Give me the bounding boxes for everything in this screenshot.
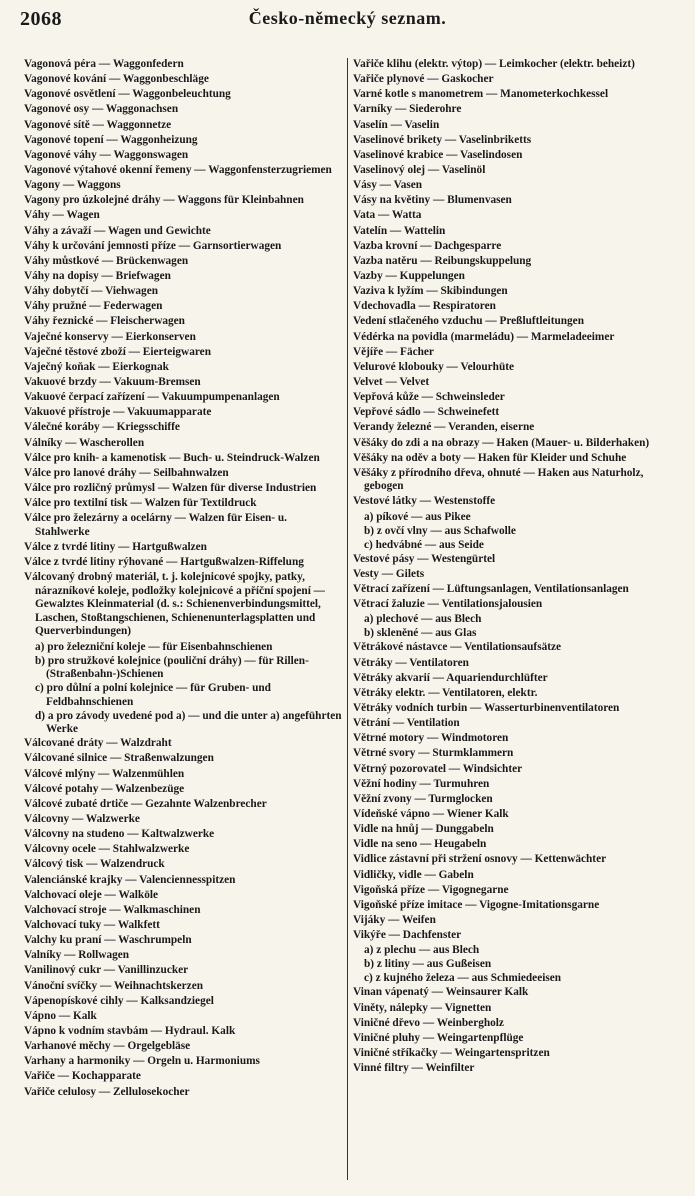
dictionary-entry: Velurové klobouky — Velourhüte <box>353 360 515 373</box>
dictionary-entry: Válce pro železárny a ocelárny — Walzen für Eisen- u. Stahlwerke <box>24 512 287 538</box>
dictionary-entry: Válcované silnice — Straßenwalzungen <box>24 752 214 765</box>
dictionary-entry: Vaselinové brikety — Vaselinbriketts <box>353 133 532 146</box>
dictionary-subentry: c) pro důlní a polní kolejnice — für Gruben- und Feldbahnschienen <box>35 682 271 708</box>
dictionary-entry: Vařiče — Kochapparate <box>24 1070 141 1083</box>
dictionary-entry: Vazba krovní — Dachgesparre <box>353 239 502 252</box>
dictionary-entry: Vaječné konservy — Eierkonserven <box>24 330 196 343</box>
dictionary-entry: Vaječné těstové zboží — Eierteigwaren <box>24 345 211 358</box>
dictionary-entry: Vazba natěru — Reibungskuppelung <box>353 254 532 267</box>
dictionary-entry: Vigoňské příze imitace — Vigogne-Imitationsgarne <box>353 898 600 911</box>
dictionary-entry: Vásy na květiny — Blumenvasen <box>353 194 512 207</box>
dictionary-entry: Válcované dráty — Walzdraht <box>24 737 172 750</box>
dictionary-entry: Velvet — Velvet <box>353 375 430 388</box>
dictionary-entry: Vdechovadla — Respiratoren <box>353 300 496 313</box>
dictionary-subentry: a) pro železniční koleje — für Eisenbahnschienen <box>35 640 273 653</box>
dictionary-entry: Vagonové topení — Waggonheizung <box>24 133 198 146</box>
dictionary-entry: Vaziva k lyžím — Skibindungen <box>353 285 508 298</box>
dictionary-entry: Větráky akvarií — Aquariendurchlüfter <box>353 671 548 684</box>
dictionary-entry: Vakuové brzdy — Vakuum-Bremsen <box>24 375 201 388</box>
dictionary-entry: Vagonové váhy — Waggonswagen <box>24 148 189 161</box>
dictionary-subentry: c) hedvábné — aus Seide <box>364 538 484 551</box>
dictionary-entry: Vagonové výtahové okenní řemeny — Waggonfensterzugriemen <box>24 163 332 176</box>
dictionary-entry: Vikýře — Dachfenster <box>353 929 462 942</box>
dictionary-entry: Vepřová kůže — Schweinsleder <box>353 391 505 404</box>
dictionary-entry: Větráky vodních turbin — Wasserturbinenventilatoren <box>353 701 620 714</box>
dictionary-entry: Váhy dobytčí — Viehwagen <box>24 285 159 298</box>
dictionary-entry: Válce pro knih- a kamenotisk — Buch- u. Steindruck-Walzen <box>24 451 320 464</box>
dictionary-entry: Vařiče klihu (elektr. výtop) — Leimkocher (elektr. beheizt) <box>353 58 635 70</box>
dictionary-entry: Varhany a harmoniky — Orgeln u. Harmoniums <box>24 1055 260 1068</box>
dictionary-entry: Vagony pro úzkolejné dráhy — Waggons für Kleinbahnen <box>24 194 304 207</box>
dictionary-subentry: b) skleněné — aus Glas <box>364 627 477 640</box>
dictionary-entry: Váhy k určování jemnosti příze — Garnsortierwagen <box>24 239 282 252</box>
dictionary-entry: Větrákové nástavce — Ventilationsaufsätze <box>353 641 562 654</box>
dictionary-entry: Viničné dřevo — Weinbergholz <box>353 1016 504 1029</box>
dictionary-entry: Valchovací tuky — Walkfett <box>24 919 160 932</box>
dictionary-entry: Vigoňská příze — Vigognegarne <box>353 883 509 896</box>
dictionary-entry: Větrný pozorovatel — Windsichter <box>353 762 523 775</box>
page-header <box>20 8 675 34</box>
dictionary-entry: Válce pro lanové dráhy — Seilbahnwalzen <box>24 466 229 479</box>
dictionary-subentry: a) plechové — aus Blech <box>364 613 482 626</box>
dictionary-entry: Větrné svory — Sturmklammern <box>353 747 514 760</box>
dictionary-subentry: b) z litiny — aus Gußeisen <box>364 958 492 971</box>
dictionary-entry: Válcové mlýny — Walzenmühlen <box>24 767 185 780</box>
dictionary-entry: Varníky — Siederohre <box>353 103 462 116</box>
dictionary-entry: Vánoční svíčky — Weihnachtskerzen <box>24 979 203 992</box>
dictionary-entry: Vařiče plynové — Gaskocher <box>353 73 494 86</box>
dictionary-subentry: a) z plechu — aus Blech <box>364 944 480 957</box>
dictionary-entry: Válce pro textilní tisk — Walzen für Textildruck <box>24 497 257 510</box>
dictionary-entry: Věšáky na oděv a boty — Haken für Kleider und Schuhe <box>353 451 627 464</box>
dictionary-entry: Válcový tisk — Walzendruck <box>24 858 165 871</box>
dictionary-entry: Valchovací oleje — Walköle <box>24 888 158 901</box>
dictionary-entry: Váhy pružné — Federwagen <box>24 300 163 313</box>
dictionary-entry: Valníky — Rollwagen <box>24 949 130 962</box>
dictionary-entry: Vagonová péra — Waggonfedern <box>24 58 184 70</box>
dictionary-entry: Vestové pásy — Westengürtel <box>353 552 496 565</box>
right-column <box>353 58 671 1077</box>
dictionary-entry: Vazby — Kuppelungen <box>353 269 465 282</box>
dictionary-entry: Vagonové osvětlení — Waggonbeleuchtung <box>24 88 231 101</box>
dictionary-entry: Větrací zařízení — Lüftungsanlagen, Ventilationsanlagen <box>353 583 629 596</box>
dictionary-entry: Vagonové sítě — Waggonnetze <box>24 118 172 131</box>
dictionary-subentry: c) z kujného železa — aus Schmiedeeisen <box>364 972 562 985</box>
dictionary-entry: Vaječný koňak — Eierkognak <box>24 360 169 373</box>
dictionary-entry: Větrání — Ventilation <box>353 717 460 730</box>
dictionary-entry: Vaselín — Vaselin <box>353 118 440 131</box>
dictionary-entry: Vějíře — Fächer <box>353 345 434 358</box>
dictionary-entry: Váhy na dopisy — Briefwagen <box>24 269 171 282</box>
dictionary-entry: Vaselinové krabice — Vaselindosen <box>353 148 523 161</box>
dictionary-entry: Věšáky do zdi a na obrazy — Haken (Mauer- u. Bilderhaken) <box>353 436 650 449</box>
dictionary-entry: Váhy můstkové — Brückenwagen <box>24 254 189 267</box>
column-divider <box>347 58 348 1180</box>
dictionary-subentry: b) pro stružkové kolejnice (pouliční dráhy) — für Rillen-(Straßenbahn-)Schienen <box>35 654 309 681</box>
dictionary-entry: Věšáky z přírodního dřeva, ohnuté — Haken aus Naturholz, gebogen <box>353 466 644 493</box>
dictionary-entry: Větráky elektr. — Ventilatoren, elektr. <box>353 686 538 699</box>
dictionary-entry: Vidličky, vidle — Gabeln <box>353 868 474 881</box>
dictionary-entry: Vápno — Kalk <box>24 1009 97 1022</box>
dictionary-entry: Vesty — Gilets <box>353 567 425 580</box>
dictionary-entry: Vidle na seno — Heugabeln <box>353 838 487 851</box>
dictionary-entry: Vápenopískové cihly — Kalksandziegel <box>24 994 214 1007</box>
dictionary-entry: Vápno k vodním stavbám — Hydraul. Kalk <box>24 1025 236 1038</box>
dictionary-entry: Védérka na povidla (marmeládu) — Marmeladeeimer <box>353 330 615 343</box>
dictionary-entry: Vídeňské vápno — Wiener Kalk <box>353 807 509 820</box>
dictionary-entry: Vásy — Vasen <box>353 179 423 192</box>
dictionary-entry: Viněty, nálepky — Vignetten <box>353 1001 492 1014</box>
dictionary-entry: Vepřové sádlo — Schweinefett <box>353 406 500 419</box>
dictionary-entry: Větrací žaluzie — Ventilationsjalousien <box>353 598 543 611</box>
dictionary-entry: Vagony — Waggons <box>24 179 121 192</box>
dictionary-entry: Varné kotle s manometrem — Manometerkochkessel <box>353 88 609 101</box>
dictionary-entry: Vidle na hnůj — Dunggabeln <box>353 823 494 836</box>
dictionary-entry: Valchy ku praní — Waschrumpeln <box>24 934 192 947</box>
dictionary-entry: Valchovací stroje — Walkmaschinen <box>24 903 201 916</box>
page-number: 2068 <box>20 8 62 30</box>
dictionary-entry: Vagonové osy — Waggonachsen <box>24 103 179 116</box>
dictionary-entry: Válce pro rozličný průmysl — Walzen für diverse Industrien <box>24 481 317 494</box>
dictionary-entry: Vestové látky — Westenstoffe <box>353 495 496 508</box>
dictionary-entry: Vidlice zástavní při stržení osnovy — Kettenwächter <box>353 853 607 866</box>
dictionary-entry: Váhy — Wagen <box>24 209 100 222</box>
dictionary-subentry: d) a pro závody uvedené pod a) — und die unter a) angeführten Werke <box>35 709 342 736</box>
dictionary-entry: Vaselinový olej — Vaselinöl <box>353 163 486 176</box>
dictionary-entry: Vařiče celulosy — Zellulosekocher <box>24 1085 190 1098</box>
dictionary-entry: Vijáky — Weifen <box>353 913 436 926</box>
dictionary-entry: Válcovny ocele — Stahlwalzwerke <box>24 843 190 856</box>
dictionary-entry: Válcovny na studeno — Kaltwalzwerke <box>24 828 215 841</box>
dictionary-entry: Vedení stlačeného vzduchu — Preßluftleitungen <box>353 315 584 328</box>
dictionary-entry: Vinan vápenatý — Weinsaurer Kalk <box>353 986 529 999</box>
dictionary-entry: Viničné stříkačky — Weingartenspritzen <box>353 1046 550 1059</box>
dictionary-entry: Větrné motory — Windmotoren <box>353 732 509 745</box>
dictionary-entry: Vatelín — Wattelin <box>353 224 446 237</box>
dictionary-entry: Vakuové čerpací zařízení — Vakuumpumpenanlagen <box>24 391 280 404</box>
dictionary-entry: Válníky — Wascherollen <box>24 436 145 449</box>
dictionary-entry: Vinné filtry — Weinfilter <box>353 1062 475 1075</box>
dictionary-entry: Vagonové kování — Waggonbeschläge <box>24 73 209 86</box>
dictionary-entry: Válce z tvrdé litiny — Hartgußwalzen <box>24 540 207 553</box>
running-title: Česko-německý seznam. <box>248 8 447 28</box>
left-column <box>24 58 342 1101</box>
dictionary-subentry: a) píkové — aus Pikee <box>364 510 471 523</box>
dictionary-entry: Válcovny — Walzwerke <box>24 813 140 826</box>
dictionary-entry: Valenciánské krajky — Valenciennesspitzen <box>24 873 236 886</box>
dictionary-entry: Válcové potahy — Walzenbezüge <box>24 782 185 795</box>
dictionary-entry: Věžní zvony — Turmglocken <box>353 792 493 805</box>
dictionary-entry: Váhy a závaží — Wagen und Gewichte <box>24 224 211 237</box>
dictionary-entry: Válcové zubaté drtiče — Gezahnte Walzenbrecher <box>24 797 267 810</box>
dictionary-subentry: b) z ovčí vlny — aus Schafwolle <box>364 524 516 537</box>
dictionary-entry: Vakuové přístroje — Vakuumapparate <box>24 406 212 419</box>
dictionary-entry: Válečné koráby — Kriegsschiffe <box>24 421 180 434</box>
dictionary-entry: Větráky — Ventilatoren <box>353 656 469 669</box>
dictionary-entry: Válce z tvrdé litiny rýhované — Hartgußwalzen-Riffelung <box>24 556 304 569</box>
dictionary-entry: Viničné pluhy — Weingartenpflüge <box>353 1031 524 1044</box>
dictionary-entry: Varhanové měchy — Orgelgebläse <box>24 1040 191 1053</box>
dictionary-entry: Vanilinový cukr — Vanillinzucker <box>24 964 189 977</box>
dictionary-entry: Vata — Watta <box>353 209 422 222</box>
dictionary-entry: Věžní hodiny — Turmuhren <box>353 777 490 790</box>
dictionary-entry: Verandy železné — Veranden, eiserne <box>353 421 535 434</box>
dictionary-entry: Válcovaný drobný materiál, t. j. kolejnicové spojky, patky, nárazníkové koleje, podložky kolejnicové a příční spojení — Gewalztes Kleinmaterial (d. s.: Schienenverbindungsmittel, Laschen, Stoßtangschienen, Schienenunterlagsplatten und Querverbindungen) <box>24 571 325 638</box>
dictionary-entry: Váhy řeznické — Fleischerwagen <box>24 315 185 328</box>
